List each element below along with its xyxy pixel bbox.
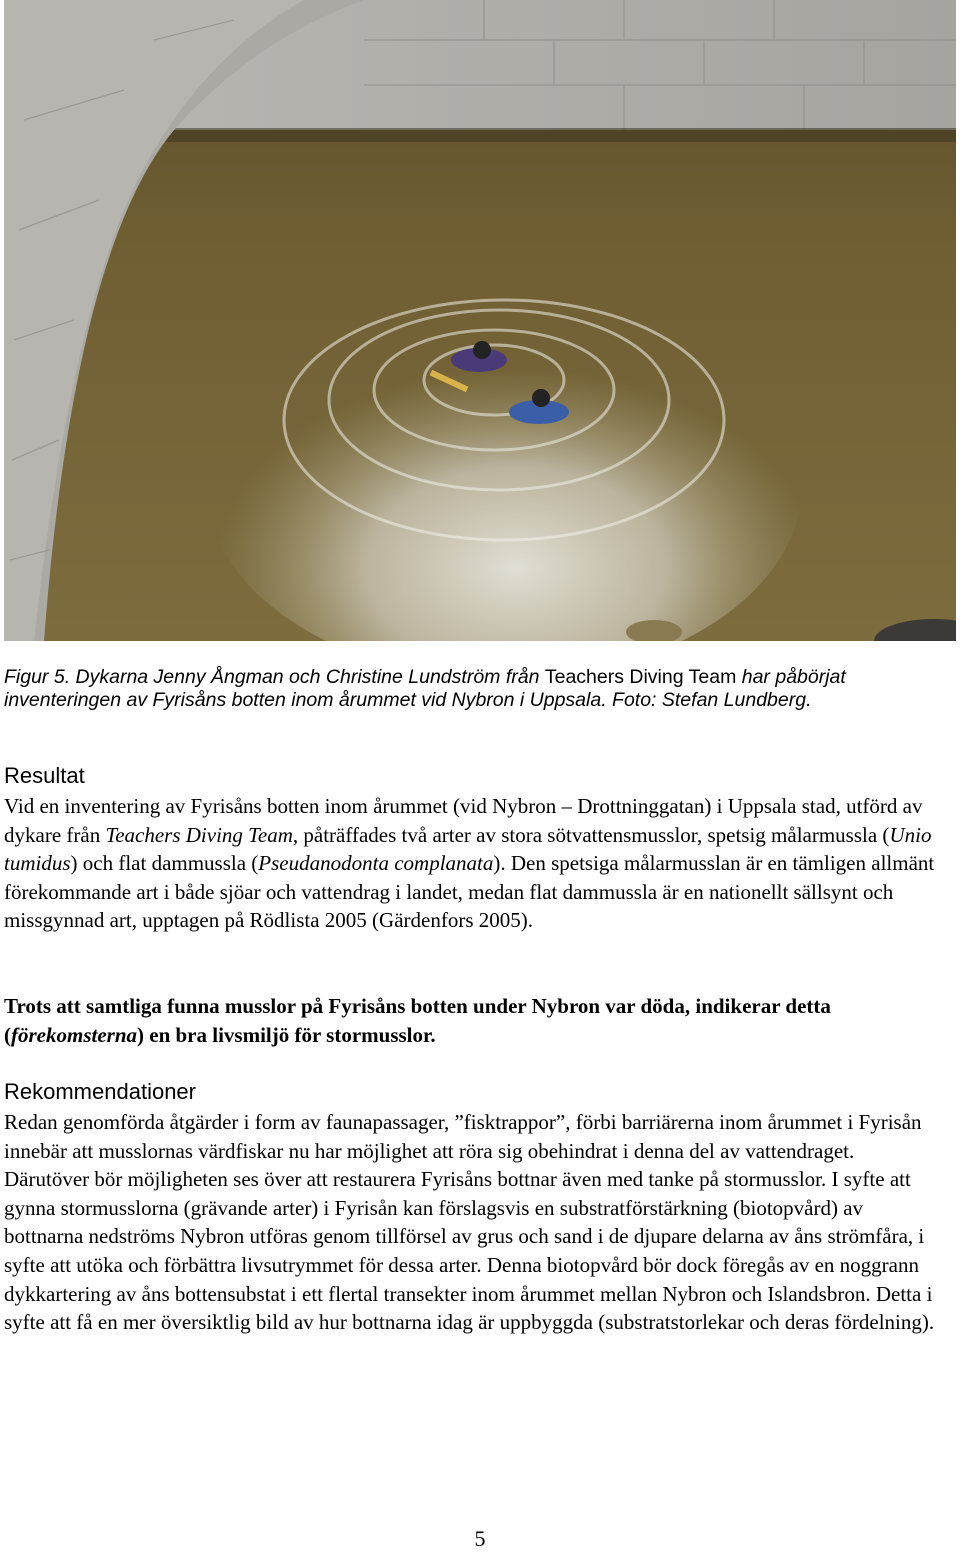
resultat-p1-text-3: ) och flat dammussla ( — [70, 851, 259, 876]
resultat-p1-text-4: ). Den spetsiga målarmusslan är en tämligen allmänt förekommande art i både sjöar och vattendrag i landet, medan flat dammussla är en nationellt sällsynt och missgynnad art, upptagen på Rödlista 2005 (Gärdenfors 2005). — [4, 851, 935, 933]
resultat-p1-species-1: Unio tumidus — [4, 822, 932, 876]
river-divers-photo — [4, 0, 956, 641]
rekommendationer-heading: Rekommendationer — [4, 1079, 196, 1104]
resultat-p1-species-2: Pseudanodonta complanata — [258, 851, 494, 876]
resultat-p2-text-2: ) en bra livsmiljö för stormusslor. — [137, 1022, 436, 1047]
caption-team-name: Teachers Diving Team — [544, 666, 737, 688]
resultat-paragraph-1 — [4, 792, 944, 935]
resultat-p1-text-2: , påträffades två arter av stora sötvattensmusslor, spetsig målarmussla ( — [292, 822, 890, 847]
resultat-p2-text-1: Trots att samtliga funna musslor på Fyrisåns botten under Nybron var döda, indikerar detta ( — [4, 994, 831, 1047]
figure-caption — [4, 666, 944, 712]
resultat-p2-italic: förekomsterna — [11, 1022, 137, 1047]
page-number: 5 — [474, 1526, 486, 1551]
caption-text-2: har påbörjat inventeringen av Fyrisåns botten inom årummet vid Nybron i Uppsala. Foto: Stefan Lundberg. — [4, 666, 846, 711]
caption-text-1: Figur 5. Dykarna Jenny Ångman och Christine Lundström från — [4, 666, 545, 688]
rekommendationer-paragraph: Redan genomförda åtgärder i form av faunapassager, ”fisktrappor”, förbi barriärerna inom årummet i Fyrisån innebär att musslornas värdfiskar nu har möjlighet att röra sig obehindrat i denna del av vattendraget. Därutöver bör möjligheten ses över att restaurera Fyrisåns bottnar även med tanke på stormusslor. I syfte att gynna stormusslorna (grävande arter) i Fyrisån kan förslagsvis en substratförstärkning (biotopvård) av bottnarna nedströms Nybron utföras genom tillförsel av grus och sand i de djupare delarna av åns strömfåra, i syfte att utöka och förbättra livsutrymmet för dessa arter. Denna biotopvård bör dock föregås av en noggrann dykkartering av åns bottensubstat i ett flertal transekter inom årummet mellan Nybron och Islandsbron. Detta i syfte att få en mer översiktlig bild av hur bottnarna idag är uppbyggda (substratstorlekar och deras fördelning). — [4, 1110, 935, 1335]
resultat-paragraph-2 — [4, 992, 944, 1049]
resultat-p1-team-name: Teachers Diving Team — [105, 822, 293, 847]
resultat-heading: Resultat — [4, 763, 85, 788]
resultat-p1-text-1: Vid en inventering av Fyrisåns botten inom årummet (vid Nybron – Drottninggatan) i Uppsala stad, utförd av dykare från — [4, 794, 923, 847]
